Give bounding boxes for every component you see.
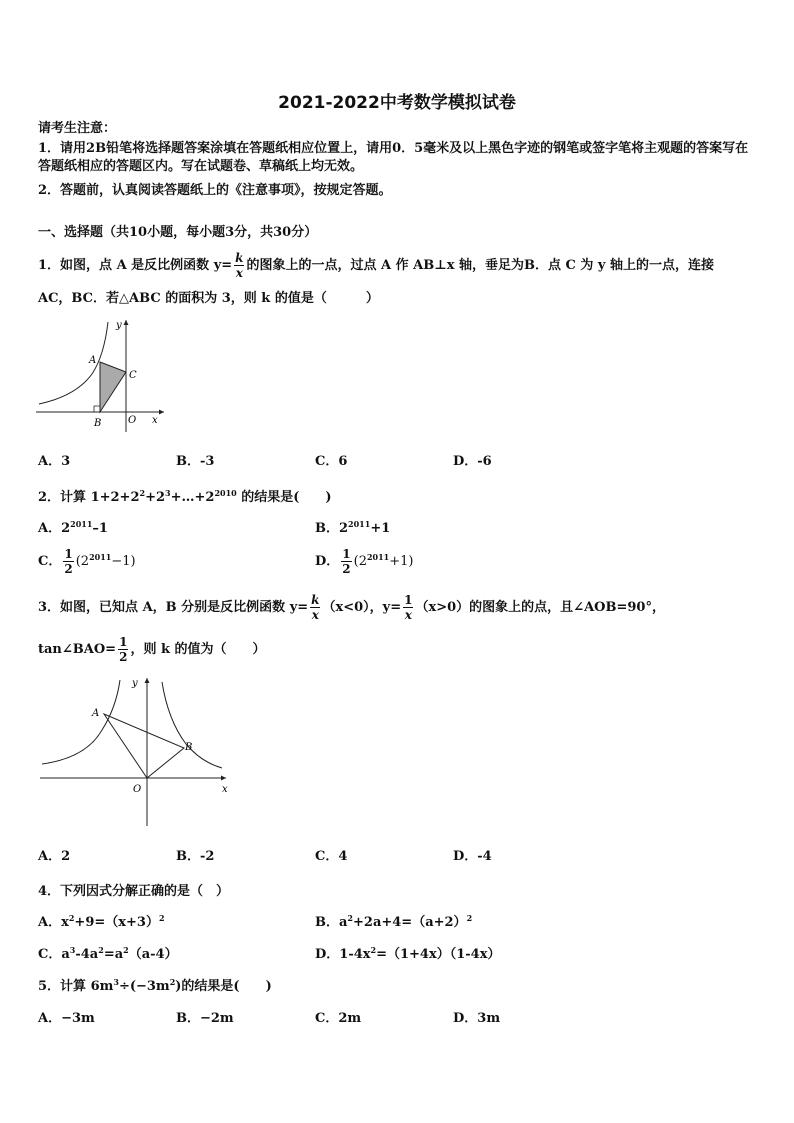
section-heading: 一、选择题（共10小题，每小题3分，共30分） bbox=[38, 225, 318, 240]
q5-stem: 5．计算 $6m^3\div(-3m^2)$的结果是( ) bbox=[38, 977, 272, 994]
q4-option-b[interactable]: B．$a^2+2a+4=(a+2)^2$ bbox=[315, 913, 473, 930]
q3-line2: tan∠BAO= $\frac{1}{2}$ ，则 k 的值为（ ） bbox=[38, 635, 266, 664]
q3-label-y: y bbox=[132, 678, 138, 689]
q2-option-c[interactable]: C． $\frac{1}{2}$ $(2^{2011}-1)$ bbox=[38, 547, 136, 576]
q2-option-d[interactable]: D． $\frac{1}{2}$ $(2^{2011}+1)$ bbox=[315, 547, 414, 576]
q3-line1: 3．如图，已知点 A，B 分别是反比例函数 y= $\frac{k}{x}$ （x<0），y= $\frac{1}{x}$ （x>0）的图象上的点，且∠AOB=90°， bbox=[38, 593, 665, 622]
q1-right-angle-mark bbox=[94, 406, 100, 412]
q3-label-a: A bbox=[92, 708, 100, 719]
q1-line2: AC，BC．若△ABC 的面积为 3，则 k 的值是（ ） bbox=[38, 291, 379, 306]
q1-label-b: B bbox=[94, 418, 102, 429]
q5-option-c[interactable]: C．2m bbox=[315, 1011, 362, 1026]
q1-option-d[interactable]: D．-6 bbox=[453, 454, 492, 469]
page-title: 2021-2022中考数学模拟试卷 bbox=[278, 93, 516, 113]
q1-option-c[interactable]: C．6 bbox=[315, 454, 348, 469]
q3-left-hyperbola bbox=[42, 680, 120, 764]
q1-fraction: $\frac{k}{x}$ bbox=[235, 251, 244, 280]
q4-option-d[interactable]: D．$1-4x^2=(1+4x)(1-4x)$ bbox=[315, 945, 501, 962]
q3-option-a[interactable]: A．2 bbox=[38, 849, 71, 864]
q3-option-c[interactable]: C．4 bbox=[315, 849, 348, 864]
q1-option-a[interactable]: A．3 bbox=[38, 454, 71, 469]
q1-figure bbox=[36, 316, 176, 436]
q3-figure bbox=[36, 672, 236, 832]
q1-hyperbola bbox=[39, 322, 108, 404]
q1-triangle-abc bbox=[100, 362, 126, 412]
q1-x-arrow-icon bbox=[159, 410, 164, 415]
notice-item-1: 1．请用2B铅笔将选择题答案涂填在答题纸相应位置上，请用0．5毫米及以上黑色字迹的钢笔或签字笔将主观题的答案写在答题纸相应的答题区内。写在试题卷、草稿纸上均无效。 bbox=[38, 141, 749, 174]
q5-option-d[interactable]: D．3m bbox=[453, 1011, 501, 1026]
notice-item-2: 2．答题前，认真阅读答题纸上的《注意事项》，按规定答题。 bbox=[38, 183, 392, 198]
notice-heading: 请考生注意： bbox=[38, 121, 117, 136]
q4-option-c[interactable]: C．$a^3-4a^2=a^2(a-4)$ bbox=[38, 945, 178, 962]
q3-label-b: B bbox=[185, 742, 193, 753]
q3-label-o: O bbox=[133, 784, 142, 795]
q3-option-b[interactable]: B．-2 bbox=[176, 849, 215, 864]
q3-y-arrow-icon bbox=[145, 678, 150, 683]
q1-option-b[interactable]: B．-3 bbox=[176, 454, 215, 469]
q4-stem: 4．下列因式分解正确的是（ ） bbox=[38, 884, 230, 899]
q1-label-y: y bbox=[116, 320, 122, 331]
q3-right-hyperbola bbox=[162, 682, 222, 768]
q2-stem: 2．计算 $1+2+2^2+2^3+\dots+2^{2010}$ 的结果是( ) bbox=[38, 488, 332, 505]
q3-triangle-aob bbox=[104, 714, 184, 778]
q1-label-a: A bbox=[89, 355, 97, 366]
q5-option-a[interactable]: A．−3m bbox=[38, 1011, 95, 1026]
q3-label-x: x bbox=[222, 784, 228, 795]
q1-label-x: x bbox=[152, 415, 158, 426]
q5-option-b[interactable]: B．−2m bbox=[176, 1011, 234, 1026]
q1-line1: 1．如图，点 A 是反比例函数 y= $\frac{k}{x}$ 的图象上的一点，过点 A 作 AB⊥x 轴，垂足为B．点 C 为 y 轴上的一点，连接 bbox=[38, 251, 714, 280]
q1-y-arrow-icon bbox=[124, 320, 129, 325]
q4-option-a[interactable]: A．$x^2+9=(x+3)^2$ bbox=[38, 913, 165, 930]
q3-option-d[interactable]: D．-4 bbox=[453, 849, 492, 864]
q2-option-b[interactable]: B．$2^{2011}+1$ bbox=[315, 519, 391, 536]
q1-label-o: O bbox=[128, 415, 137, 426]
q3-x-arrow-icon bbox=[221, 776, 226, 781]
q1-label-c: C bbox=[129, 370, 137, 381]
q2-option-a[interactable]: A．$2^{2011}-1$ bbox=[38, 519, 108, 536]
